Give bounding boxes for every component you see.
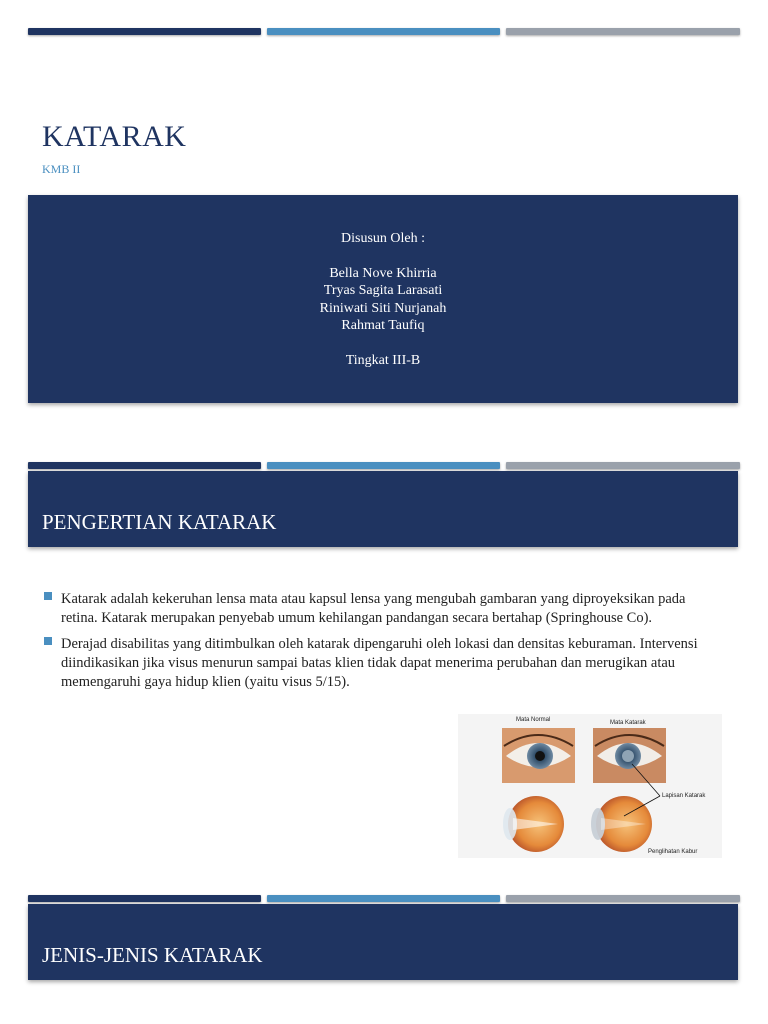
decor-bars-slide2 — [28, 462, 740, 470]
slide-header — [28, 904, 738, 980]
bullet-square-icon — [44, 637, 52, 645]
cataract-illustration — [458, 714, 722, 858]
slide-heading: PENGERTIAN KATARAK — [42, 510, 277, 534]
authors-box — [28, 195, 738, 403]
decor-bars-slide3 — [28, 895, 740, 903]
authors-heading: Disusun Oleh : — [341, 231, 425, 246]
decor-bar-blue — [267, 462, 500, 469]
decor-bar-gray — [506, 895, 740, 902]
figure-label-blur: Penglihatan Kabur — [648, 849, 698, 855]
bullet-square-icon — [44, 592, 52, 600]
decor-bar-blue — [267, 895, 500, 902]
decor-bar-navy — [28, 28, 261, 35]
author-name: Riniwati Siti Nurjanah — [319, 300, 447, 316]
decor-bar-blue — [267, 28, 500, 35]
figure-label-layer: Lapisan Katarak — [662, 793, 706, 799]
author-name: Tryas Sagita Larasati — [323, 283, 443, 298]
list-item — [42, 590, 722, 628]
decor-bar-gray — [506, 28, 740, 35]
figure-label-cataract: Mata Katarak — [610, 720, 646, 726]
author-name: Rahmat Taufiq — [341, 318, 425, 333]
figure-label-normal: Mata Normal — [516, 717, 551, 723]
eye-diagram-icon — [458, 714, 722, 858]
bullet-text: Katarak adalah kekeruhan lensa mata atau kapsul lensa yang mengubah gambaran yang diproyeksikan pada retina. Katarak merupakan penyebab umum kehilangan pandangan secara bertahap (Springhouse Co). — [61, 591, 686, 626]
slide-header — [28, 471, 738, 547]
list-item — [42, 635, 722, 692]
slide-subtitle: KMB II — [42, 162, 81, 176]
decor-bar-gray — [506, 462, 740, 469]
decor-bar-navy — [28, 462, 261, 469]
bullet-text: Derajad disabilitas yang ditimbulkan oleh katarak dipengaruhi oleh lokasi dan densitas keburaman. Intervensi diindikasikan jika visus menurun sampai batas klien tidak dapat menerima perubahan dan merugikan atau memengaruhi gaya hidup klien (yaitu visus 5/15). — [61, 636, 698, 690]
author-name: Bella Nove Khirria — [329, 265, 437, 281]
slide-heading: JENIS-JENIS KATARAK — [42, 943, 263, 967]
slide-title: KATARAK — [42, 120, 187, 153]
decor-bars-top — [28, 28, 740, 36]
decor-bar-navy — [28, 895, 261, 902]
bullet-list — [42, 590, 722, 699]
class-label: Tingkat III-B — [345, 352, 421, 368]
